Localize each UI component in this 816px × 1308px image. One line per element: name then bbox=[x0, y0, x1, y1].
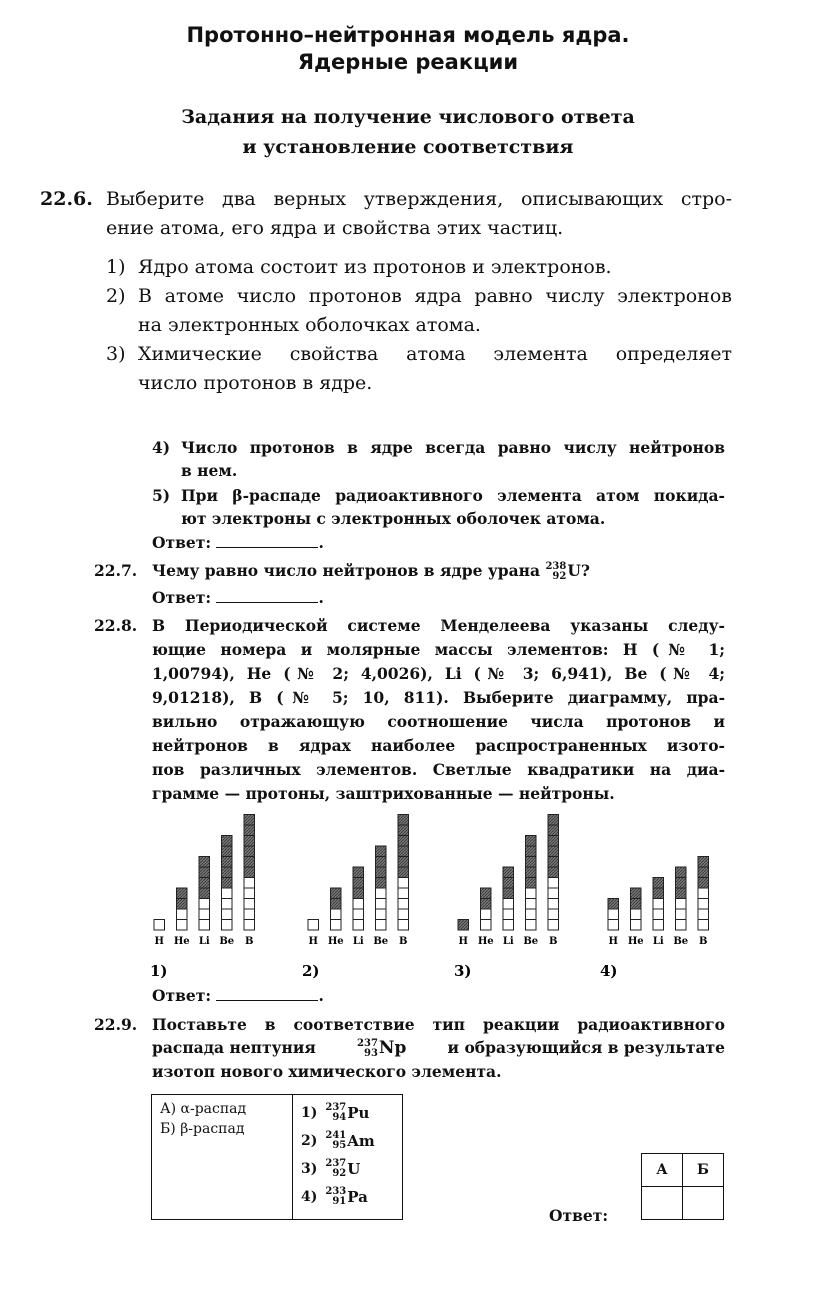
element-symbol: Am bbox=[347, 1132, 375, 1150]
element-tick-label: B bbox=[399, 936, 408, 947]
neutron-square bbox=[398, 867, 409, 878]
option-text: При β-распаде радиоактивного элемента атом покида- bbox=[181, 486, 725, 505]
element-tick-label: H bbox=[608, 936, 618, 947]
neutron-square bbox=[331, 888, 342, 899]
proton-square bbox=[244, 878, 255, 889]
proton-square bbox=[548, 878, 559, 889]
neutron-square bbox=[548, 836, 559, 847]
proton-square bbox=[177, 909, 188, 920]
question-number: 22.9. bbox=[94, 1015, 138, 1034]
section-subtitle: Задания на получение числового ответа bbox=[181, 106, 635, 128]
page-title: Протонно–нейтронная модель ядра. bbox=[186, 23, 630, 47]
neutron-square bbox=[244, 857, 255, 868]
proton-square bbox=[398, 920, 409, 931]
proton-square bbox=[676, 920, 687, 931]
proton-square bbox=[481, 920, 492, 931]
proton-square bbox=[481, 909, 492, 920]
proton-square bbox=[608, 909, 619, 920]
proton-square bbox=[353, 909, 364, 920]
proton-square bbox=[199, 920, 210, 931]
element-tick-label: Be bbox=[673, 936, 689, 947]
proton-square bbox=[548, 920, 559, 931]
neutron-square bbox=[548, 846, 559, 857]
proton-square bbox=[222, 920, 233, 931]
neutron-square bbox=[526, 846, 537, 857]
question-text: Выберите два верных утверждения, описывающих стро- bbox=[106, 188, 732, 210]
proton-square bbox=[244, 899, 255, 910]
element-tick-label: Li bbox=[502, 936, 514, 947]
question-text: Чему равно число нейтронов в ядре урана bbox=[152, 561, 541, 580]
question-text-line: вильно отражающую соотношение числа протонов и bbox=[152, 712, 725, 731]
option-number: 1) bbox=[106, 256, 126, 278]
element-symbol: Np bbox=[378, 1038, 407, 1058]
question-text-row: распада нептуния 237 93 Np и образующийся в результате bbox=[152, 1038, 725, 1059]
proton-square bbox=[398, 888, 409, 899]
proton-square bbox=[548, 888, 559, 899]
answer-label: Ответ: bbox=[152, 986, 212, 1005]
neutron-square bbox=[222, 867, 233, 878]
neutron-square bbox=[631, 888, 642, 899]
neutron-square bbox=[526, 836, 537, 847]
option-number: 3) bbox=[106, 343, 126, 365]
element-tick-label: H bbox=[458, 936, 468, 947]
neutron-square bbox=[608, 899, 619, 910]
proton-square bbox=[222, 888, 233, 899]
neutron-square bbox=[244, 836, 255, 847]
proton-square bbox=[308, 920, 319, 931]
answer-line: Ответ: . bbox=[152, 533, 324, 552]
question-text-line: грамме — протоны, заштрихованные — нейтроны. bbox=[152, 784, 615, 803]
proton-square bbox=[398, 909, 409, 920]
element-tick-label: H bbox=[154, 936, 164, 947]
proton-square bbox=[631, 909, 642, 920]
element-tick-label: B bbox=[245, 936, 254, 947]
element-tick-label: He bbox=[327, 936, 344, 947]
proton-square bbox=[503, 909, 514, 920]
element-symbol: U bbox=[347, 1160, 361, 1178]
question-text-line: ющие номера и молярные массы элементов: H (№ 1; bbox=[152, 640, 725, 659]
proton-square bbox=[398, 878, 409, 889]
proton-square bbox=[503, 920, 514, 931]
neutron-square bbox=[631, 899, 642, 910]
neutron-square bbox=[398, 815, 409, 826]
neutron-square bbox=[244, 815, 255, 826]
neutron-square bbox=[503, 867, 514, 878]
answer-line: Ответ: . bbox=[152, 588, 324, 607]
element-tick-label: H bbox=[308, 936, 318, 947]
proton-square bbox=[376, 920, 387, 931]
element-tick-label: He bbox=[627, 936, 644, 947]
neutron-square bbox=[199, 888, 210, 899]
neutron-square bbox=[548, 867, 559, 878]
neutron-square bbox=[353, 867, 364, 878]
neutron-square bbox=[222, 857, 233, 868]
neutron-square bbox=[331, 899, 342, 910]
question-number: 22.6. bbox=[40, 188, 93, 210]
isotope-option: 1) 237 94 Pu bbox=[301, 1102, 370, 1123]
neutron-square bbox=[698, 857, 709, 868]
question-text-line: 9,01218), B (№ 5; 10, 811). Выберите диаграмму, пра- bbox=[152, 688, 725, 707]
question-number: 22.7. bbox=[94, 561, 138, 580]
proton-square bbox=[653, 909, 664, 920]
proton-square bbox=[503, 899, 514, 910]
proton-square bbox=[653, 899, 664, 910]
proton-square bbox=[222, 909, 233, 920]
isotope-option: 4) 233 91 Pa bbox=[301, 1186, 368, 1207]
proton-square bbox=[608, 920, 619, 931]
question-text-line: пов различных элементов. Светлые квадратики на диа- bbox=[152, 760, 725, 779]
answer-blank[interactable] bbox=[216, 988, 318, 1001]
section-subtitle-line2: и установление соответствия bbox=[242, 136, 574, 158]
option-text: Химические свойства атома элемента определяет bbox=[138, 343, 732, 365]
option-text: число протонов в ядре. bbox=[138, 372, 373, 394]
element-tick-label: B bbox=[549, 936, 558, 947]
neutron-square bbox=[376, 846, 387, 857]
option-text: Ядро атома состоит из протонов и электронов. bbox=[138, 256, 612, 278]
neutron-square bbox=[177, 899, 188, 910]
answer-blank[interactable] bbox=[216, 590, 318, 603]
page-title-line2: Ядерные реакции bbox=[297, 50, 519, 74]
neutron-square bbox=[376, 867, 387, 878]
neutron-square bbox=[222, 836, 233, 847]
answer-table bbox=[641, 1153, 724, 1220]
proton-square bbox=[398, 899, 409, 910]
proton-square bbox=[244, 888, 255, 899]
element-tick-label: Li bbox=[198, 936, 210, 947]
proton-square bbox=[526, 909, 537, 920]
question-text: ение атома, его ядра и свойства этих частиц. bbox=[106, 217, 564, 239]
option-text: в нем. bbox=[181, 461, 238, 480]
element-tick-label: He bbox=[173, 936, 190, 947]
neutron-square bbox=[698, 867, 709, 878]
element-tick-label: He bbox=[477, 936, 494, 947]
proton-square bbox=[676, 899, 687, 910]
neutron-square bbox=[376, 878, 387, 889]
option-text: В атоме число протонов ядра равно числу электронов bbox=[138, 285, 732, 307]
answer-label: Ответ: bbox=[152, 533, 212, 552]
option-text: Число протонов в ядре всегда равно числу нейтронов bbox=[181, 438, 725, 457]
proton-square bbox=[199, 909, 210, 920]
question-text: изотоп нового химического элемента. bbox=[152, 1062, 502, 1081]
neutron-square bbox=[398, 857, 409, 868]
neutron-square bbox=[199, 857, 210, 868]
answer-label: Ответ: bbox=[549, 1206, 609, 1225]
neutron-square bbox=[398, 846, 409, 857]
neutron-square bbox=[398, 836, 409, 847]
neutron-square bbox=[199, 867, 210, 878]
neutron-square bbox=[353, 878, 364, 889]
proton-square bbox=[631, 920, 642, 931]
proton-square bbox=[154, 920, 165, 931]
proton-square bbox=[526, 899, 537, 910]
proton-square bbox=[526, 920, 537, 931]
question-text: Поставьте в соответствие тип реакции радиоактивного bbox=[152, 1015, 725, 1034]
answer-cell-a[interactable] bbox=[642, 1187, 683, 1220]
neutron-square bbox=[481, 888, 492, 899]
question-number: 22.8. bbox=[94, 616, 138, 635]
neutron-square bbox=[676, 878, 687, 889]
proton-square bbox=[199, 899, 210, 910]
proton-square bbox=[526, 888, 537, 899]
neutron-square bbox=[526, 878, 537, 889]
element-tick-label: Li bbox=[652, 936, 664, 947]
isotope-option: 2) 241 95 Am bbox=[301, 1130, 375, 1151]
diagram-label: 3) bbox=[454, 962, 472, 980]
diagram-label: 2) bbox=[302, 962, 320, 980]
neutron-square bbox=[244, 825, 255, 836]
proton-square bbox=[244, 920, 255, 931]
neutron-square bbox=[548, 815, 559, 826]
neutron-square bbox=[653, 878, 664, 889]
option-text: на электронных оболочках атома. bbox=[138, 314, 481, 336]
neutron-square bbox=[199, 878, 210, 889]
proton-square bbox=[353, 899, 364, 910]
matching-table bbox=[151, 1094, 403, 1220]
matching-left-column: А) α-распад Б) β-распад bbox=[152, 1095, 293, 1220]
proton-square bbox=[653, 920, 664, 931]
proton-square bbox=[698, 920, 709, 931]
diagrams-figure bbox=[140, 800, 730, 990]
proton-square bbox=[353, 920, 364, 931]
answer-header-a: А bbox=[642, 1154, 683, 1187]
neutron-square bbox=[481, 899, 492, 910]
proton-square bbox=[698, 888, 709, 899]
element-symbol: Pu bbox=[347, 1104, 370, 1122]
neutron-square bbox=[244, 867, 255, 878]
element-tick-label: B bbox=[699, 936, 708, 947]
proton-square bbox=[698, 909, 709, 920]
neutron-square bbox=[676, 888, 687, 899]
neutron-square bbox=[653, 888, 664, 899]
diagram-label: 4) bbox=[600, 962, 618, 980]
option-number: 4) bbox=[152, 438, 171, 457]
neutron-square bbox=[376, 857, 387, 868]
element-tick-label: Be bbox=[219, 936, 235, 947]
neutron-square bbox=[503, 878, 514, 889]
proton-square bbox=[548, 909, 559, 920]
answer-label: Ответ: bbox=[152, 588, 212, 607]
neutron-square bbox=[526, 867, 537, 878]
element-tick-label: Li bbox=[352, 936, 364, 947]
neutron-square bbox=[548, 825, 559, 836]
element-tick-label: Be bbox=[523, 936, 539, 947]
proton-square bbox=[331, 920, 342, 931]
answer-cell-b[interactable] bbox=[683, 1187, 724, 1220]
proton-square bbox=[698, 899, 709, 910]
neutron-square bbox=[222, 878, 233, 889]
element-symbol: U bbox=[567, 561, 581, 580]
proton-square bbox=[222, 899, 233, 910]
matching-right-column bbox=[293, 1095, 403, 1220]
answer-header-b: Б bbox=[683, 1154, 724, 1187]
neutron-square bbox=[353, 888, 364, 899]
proton-square bbox=[244, 909, 255, 920]
neutron-square bbox=[244, 846, 255, 857]
diagram-label: 1) bbox=[150, 962, 168, 980]
proton-square bbox=[376, 888, 387, 899]
proton-square bbox=[376, 909, 387, 920]
question-text-block bbox=[152, 614, 725, 806]
option-number: 5) bbox=[152, 486, 171, 505]
question-text-line: В Периодической системе Менделеева указаны следу- bbox=[152, 616, 725, 635]
neutron-square bbox=[503, 888, 514, 899]
question-text-row: Чему равно число нейтронов в ядре урана 238 92 U? bbox=[152, 561, 590, 582]
proton-square bbox=[676, 909, 687, 920]
option-number: 2) bbox=[106, 285, 126, 307]
isotope-indices: 237 93 bbox=[357, 1038, 378, 1059]
proton-square bbox=[177, 920, 188, 931]
element-tick-label: Be bbox=[373, 936, 389, 947]
neutron-square bbox=[676, 867, 687, 878]
neutron-square bbox=[458, 920, 469, 931]
element-symbol: Pa bbox=[347, 1188, 368, 1206]
proton-square bbox=[331, 909, 342, 920]
answer-blank[interactable] bbox=[216, 535, 318, 548]
neutron-square bbox=[398, 825, 409, 836]
question-text-line: нейтронов в ядрах наиболее распространенных изото- bbox=[152, 736, 725, 755]
isotope-indices: 238 92 bbox=[545, 561, 567, 582]
neutron-square bbox=[177, 888, 188, 899]
neutron-square bbox=[222, 846, 233, 857]
neutron-square bbox=[548, 857, 559, 868]
option-text: ют электроны с электронных оболочек атома. bbox=[181, 509, 606, 528]
question-text-line: 1,00794), He (№ 2; 4,0026), Li (№ 3; 6,941), Be (№ 4; bbox=[152, 664, 725, 683]
neutron-square bbox=[526, 857, 537, 868]
answer-line: Ответ: . bbox=[152, 986, 324, 1005]
proton-square bbox=[548, 899, 559, 910]
proton-square bbox=[376, 899, 387, 910]
isotope-option: 3) 237 92 U bbox=[301, 1158, 361, 1179]
neutron-square bbox=[698, 878, 709, 889]
